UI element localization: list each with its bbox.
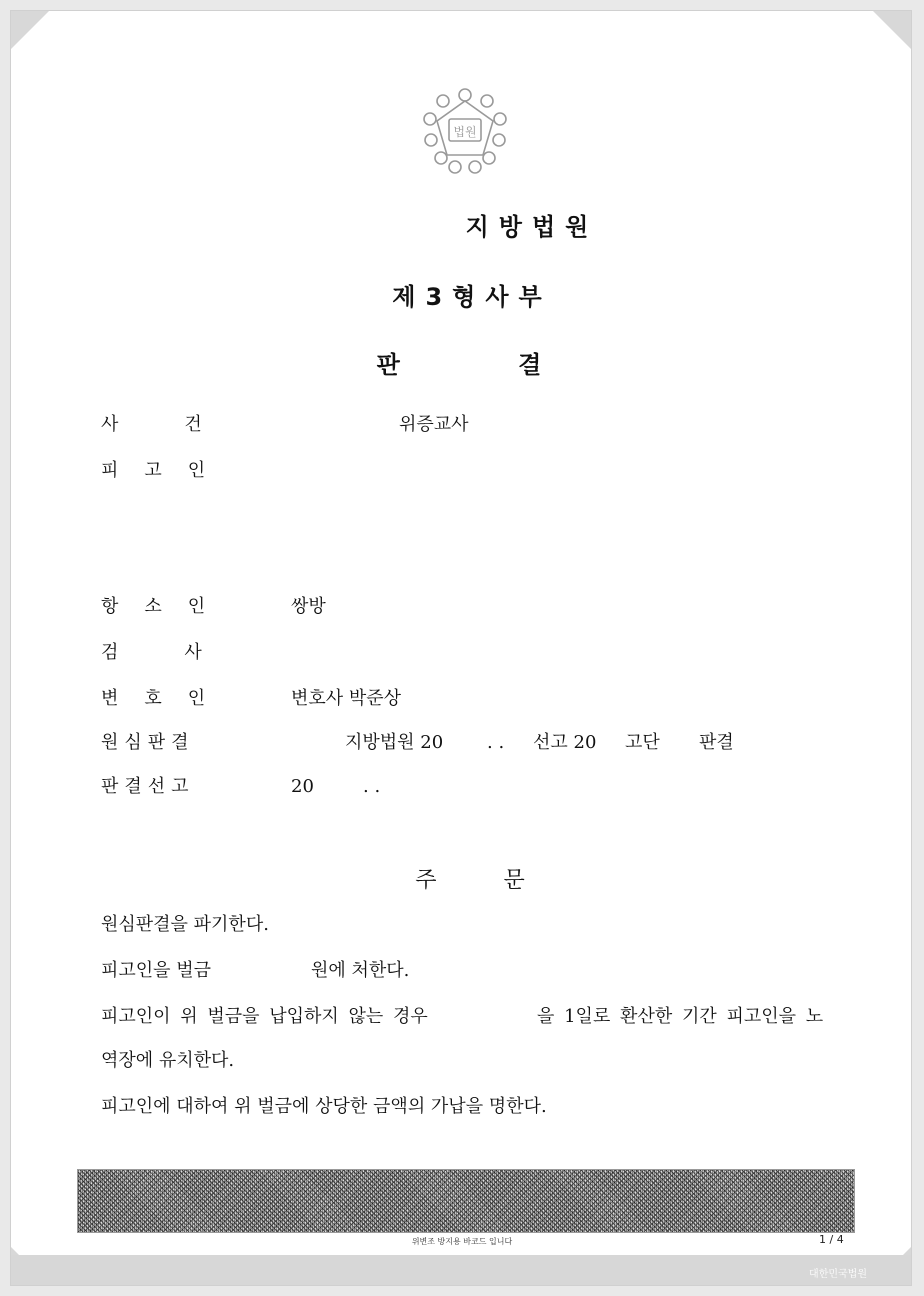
order-line-3-part-b: 을 1일로 환산한 기간 피고인을 노 <box>537 1006 824 1027</box>
field-label: 피고인 <box>101 460 232 481</box>
original-case-type: 고단 <box>625 732 660 753</box>
issuer-name: 대한민국법원 <box>809 1269 867 1280</box>
field-label: 원심판결 <box>101 732 195 753</box>
field-value: 변호사 박준상 <box>291 688 402 709</box>
field-label: 항소인 <box>101 596 232 617</box>
order-line-1: 원심판결을 파기한다. <box>101 914 269 935</box>
court-seal-icon <box>419 85 511 177</box>
original-judgment: 판결 <box>699 732 734 753</box>
order-line-5: 피고인에 대하여 위 벌금에 상당한 금액의 가납을 명한다. <box>101 1096 547 1117</box>
order-line-2-part-a: 피고인을 벌금 <box>101 960 212 981</box>
document-page <box>10 10 912 1286</box>
field-value: 위증교사 <box>399 414 469 435</box>
judgment-year: 20 <box>291 776 314 797</box>
field-label: 검사 <box>101 642 268 663</box>
field-label: 변호인 <box>101 688 232 709</box>
order-line-2-part-b: 원에 처한다. <box>311 960 410 981</box>
field-label: 사건 <box>101 414 268 435</box>
page-number: 1 / 4 <box>819 1233 844 1246</box>
judgment-date-dots: . . <box>363 776 381 797</box>
seal-text: 법원 <box>453 125 477 139</box>
court-name: 지방법원 <box>465 213 599 241</box>
order-line-3 <box>101 1005 824 1029</box>
footer-bar <box>11 1255 912 1286</box>
order-line-3-part-a: 피고인이 위 벌금을 납입하지 않는 경우 <box>101 1006 428 1027</box>
order-line-2 <box>101 959 410 983</box>
order-heading: 주 문 <box>415 868 525 893</box>
barcode-caption: 위변조 방지용 바코드 입니다 <box>411 1237 513 1246</box>
field-value: 쌍방 <box>291 596 326 617</box>
original-court: 지방법원 20 <box>345 732 444 753</box>
original-date-dots: . . <box>487 732 505 753</box>
page-corner-fold <box>11 11 49 49</box>
field-label: 판결선고 <box>101 776 195 797</box>
anti-forgery-barcode <box>77 1169 855 1233</box>
original-sentenced: 선고 20 <box>533 732 597 753</box>
order-line-4: 역장에 유치한다. <box>101 1050 235 1071</box>
document-title: 판 결 <box>376 351 552 379</box>
division-name: 제3형사부 <box>392 283 552 311</box>
page-corner-fold <box>873 11 911 49</box>
